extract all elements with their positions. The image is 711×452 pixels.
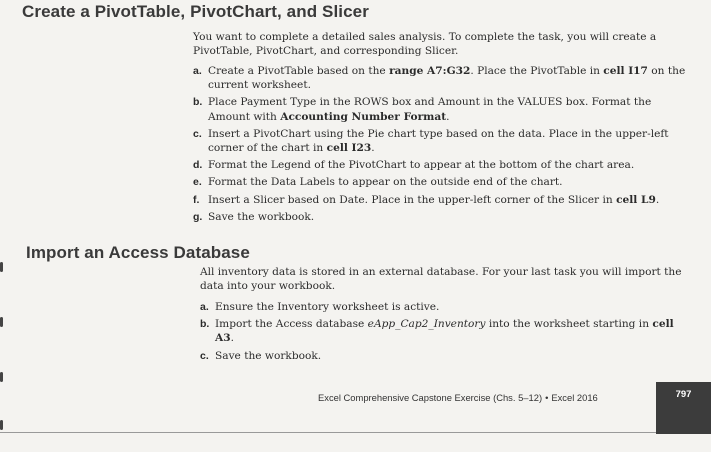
step-text: . Place the PivotTable in [470, 65, 604, 77]
step-text: Save the workbook. [215, 349, 322, 362]
step-text: Insert a PivotChart using the Pie chart type based on the data. Place in the upper-left corner of the chart in [208, 127, 669, 155]
step-item [193, 193, 687, 207]
step-text: . [446, 110, 450, 123]
binding-hole-mark [0, 372, 3, 382]
page-number-tab [656, 382, 711, 434]
step-filename: eApp_Cap2_Inventory [367, 318, 486, 331]
step-list-import [200, 300, 690, 366]
footer-title: Excel Comprehensive Capstone Exercise (Chs. 5–12) [318, 392, 543, 403]
section-heading-pivot: Create a PivotTable, PivotChart, and Slicer [22, 2, 369, 21]
step-marker: b. [200, 318, 210, 331]
step-emphasis: cell L9 [616, 193, 656, 206]
step-marker: g. [193, 210, 203, 223]
step-marker: c. [200, 349, 209, 362]
step-list-pivot [193, 64, 687, 227]
footer-rule [0, 432, 656, 433]
step-text: Format the Data Labels to appear on the outside end of the chart. [208, 176, 563, 189]
step-emphasis: Accounting Number Format [280, 110, 447, 123]
step-text: . [230, 332, 234, 345]
step-emphasis: cell A3 [215, 318, 674, 345]
binding-hole-mark [0, 262, 3, 272]
step-item [193, 95, 687, 123]
binding-hole-mark [0, 420, 3, 430]
step-emphasis: cell I23 [326, 142, 372, 155]
step-text: Create a PivotTable based on the [208, 65, 390, 77]
step-item [193, 64, 687, 92]
step-marker: a. [193, 65, 202, 77]
step-marker: c. [193, 127, 202, 140]
step-emphasis: cell I17 [603, 65, 648, 77]
step-marker: f. [193, 193, 200, 206]
step-text: Place Payment Type in the ROWS box and Amount in the VALUES box. Format the Amount with [208, 96, 652, 123]
step-item [193, 175, 687, 189]
step-text: into the worksheet starting in [485, 318, 653, 331]
footer-bullet: • [545, 392, 549, 403]
step-text: Ensure the Inventory worksheet is active. [215, 301, 440, 313]
step-item [193, 158, 687, 172]
section-intro-import: All inventory data is stored in an external database. For your last task you will import the data into your workbook. [200, 266, 682, 293]
step-emphasis: range A7:G32 [389, 65, 471, 77]
running-footer [318, 392, 598, 403]
section-intro-pivot: You want to complete a detailed sales analysis. To complete the task, you will create a PivotTable, PivotChart, and corresponding Slicer. [193, 31, 657, 58]
step-text: . [371, 142, 375, 155]
step-text: Save the workbook. [208, 210, 315, 223]
step-marker: b. [193, 96, 203, 109]
step-text: Insert a Slicer based on Date. Place in the upper-left corner of the Slicer in [208, 193, 617, 206]
step-marker: a. [200, 301, 209, 313]
step-text: Import the Access database [215, 318, 368, 331]
step-item [200, 349, 690, 363]
footer-product: Excel 2016 [551, 392, 598, 403]
binding-hole-mark [0, 317, 3, 327]
step-item [193, 127, 687, 155]
step-item [200, 317, 690, 345]
page-number: 797 [675, 389, 692, 400]
step-text: Format the Legend of the PivotChart to appear at the bottom of the chart area. [208, 159, 635, 172]
step-text: . [655, 193, 660, 206]
step-marker: d. [193, 159, 203, 172]
step-item [200, 300, 690, 314]
section-heading-import: Import an Access Database [26, 243, 250, 262]
step-text: on the current worksheet. [208, 65, 686, 92]
step-marker: e. [193, 176, 202, 189]
step-item [193, 210, 687, 224]
